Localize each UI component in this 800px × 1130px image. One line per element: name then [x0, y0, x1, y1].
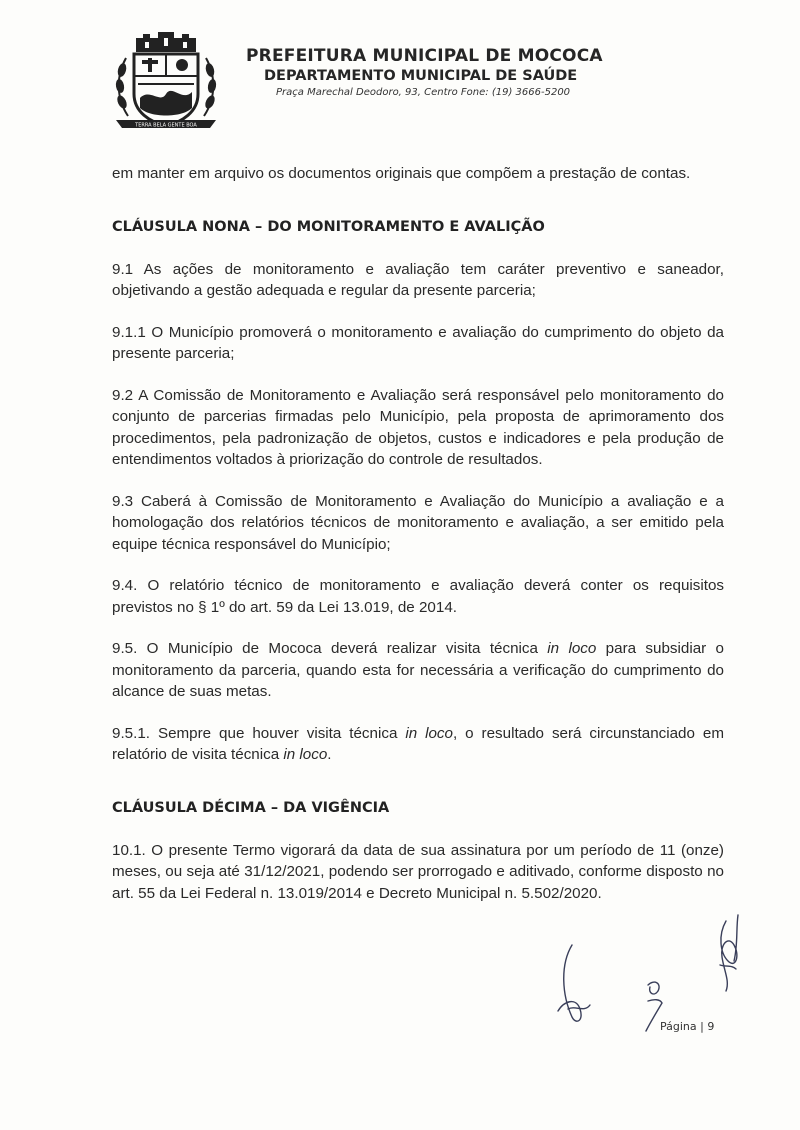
paragraph-9-1-1: 9.1.1 O Município promoverá o monitoramento e avaliação do cumprimento do objeto da presente parceria; — [112, 323, 724, 362]
org-title: PREFEITURA MUNICIPAL DE MOCOCA — [246, 46, 603, 66]
handwritten-signatures — [550, 905, 770, 1035]
paragraph-9-4: 9.4. O relatório técnico de monitoramento e avaliação deverá conter os requisitos previstos no § 1º do art. 59 da Lei 13.019, de 2014. — [112, 577, 724, 616]
organization-block — [246, 46, 603, 98]
paragraph-9-1: 9.1 As ações de monitoramento e avaliação tem caráter preventivo e saneador, objetivando a gestão adequada e regular da presente parceria; — [112, 260, 724, 299]
page-number: Página | 9 — [660, 1020, 715, 1033]
paragraph-9-2: 9.2 A Comissão de Monitoramento e Avaliação será responsável pelo monitoramento do conjunto de parcerias firmadas pelo Município, pela proposta de aprimoramento dos procedimentos, pela padronização de objetos, custos e indicadores e pela produção de entendimentos voltados à priorização do controle de resultados. — [112, 386, 724, 468]
document-body — [112, 163, 724, 904]
municipal-crest-icon — [110, 28, 222, 136]
org-address: Praça Marechal Deodoro, 93, Centro Fone: (19) 3666-5200 — [276, 87, 571, 98]
paragraph-9-3: 9.3 Caberá à Comissão de Monitoramento e Avaliação do Município a avaliação e a homologação dos relatórios técnicos de monitoramento e avaliação, a ser emitido pela equipe técnica responsável do Município; — [112, 492, 724, 553]
clause-10-heading: CLÁUSULA DÉCIMA – DA VIGÊNCIA — [112, 799, 390, 816]
paragraph-9-5 — [112, 638, 724, 703]
paragraph-10-1: 10.1. O presente Termo vigorará da data de sua assinatura por um período de 11 (onze) meses, ou seja até 31/12/2021, podendo ser prorrogado e aditivado, conforme disposto no art. 55 da Lei Federal n. 13.019/2014 e Decreto Municipal n. 5.502/2020. — [112, 841, 724, 902]
paragraph-9-5-1-text-c: . — [327, 746, 332, 763]
paragraph-9-5-1 — [112, 723, 724, 766]
org-department: DEPARTAMENTO MUNICIPAL DE SAÚDE — [264, 68, 578, 84]
in-loco-term: in loco — [405, 724, 453, 742]
in-loco-term: in loco — [283, 746, 328, 763]
paragraph-9-5-text-a: 9.5. O Município de Mococa deverá realizar visita técnica — [112, 640, 548, 657]
svg-text:TERRA BELA GENTE BOA: TERRA BELA GENTE BOA — [135, 122, 197, 129]
intro-paragraph: em manter em arquivo os documentos originais que compõem a prestação de contas. — [112, 165, 691, 182]
paragraph-9-5-1-text-b: , o resultado será circunstanciado em relatório de visita técnica — [112, 724, 724, 763]
clause-9-heading: CLÁUSULA NONA – DO MONITORAMENTO E AVALIÇÃO — [112, 218, 545, 235]
in-loco-term: in loco — [547, 640, 597, 657]
paragraph-9-5-1-text-a: 9.5.1. Sempre que houver visita técnica — [112, 724, 406, 742]
paragraph-9-5-text-b: para subsidiar o monitoramento da parceria, quando esta for necessária a verificação do cumprimento do alcance de suas metas. — [112, 640, 724, 700]
letterhead — [110, 28, 710, 138]
